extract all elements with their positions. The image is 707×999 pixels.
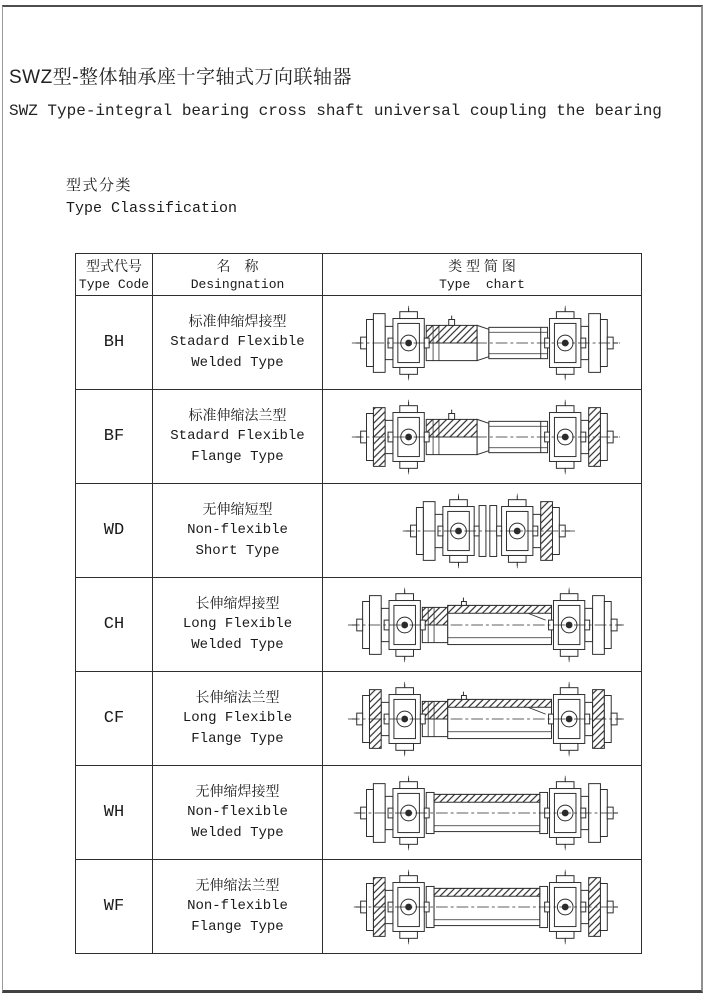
table-header-row	[76, 254, 642, 296]
table-row-ch	[76, 578, 642, 672]
type-name-zh: 标准伸缩法兰型	[188, 407, 287, 423]
header-type-code-zh: 型式代号	[86, 257, 142, 274]
section-heading	[66, 174, 237, 220]
type-code-wh: WH	[76, 766, 153, 860]
type-chart-cf	[323, 672, 642, 766]
page-title-en: SWZ Type-integral bearing cross shaft universal coupling the bearing	[9, 102, 662, 120]
coupling-diagram-wd	[325, 485, 640, 577]
table-row-bh	[76, 296, 642, 390]
section-heading-zh: 型式分类	[66, 177, 133, 194]
header-type-chart-en: Type chart	[439, 276, 525, 292]
type-code-bh: BH	[76, 296, 153, 390]
type-name-zh: 长伸缩法兰型	[195, 689, 280, 705]
type-chart-bh	[323, 296, 642, 390]
type-name-zh: 无伸缩焊接型	[195, 783, 280, 799]
table-row-bf	[76, 390, 642, 484]
type-name-en-line2: Welded Type	[191, 637, 284, 653]
type-chart-wf	[323, 860, 642, 954]
section-heading-en: Type Classification	[66, 200, 238, 217]
header-type-chart	[323, 254, 642, 296]
type-name-en-line1: Non-flexible	[187, 804, 288, 820]
type-name-en-line2: Welded Type	[191, 355, 284, 371]
table-row-cf	[76, 672, 642, 766]
type-name-en-line2: Short Type	[195, 543, 280, 559]
type-chart-wh	[323, 766, 642, 860]
table-row-wh	[76, 766, 642, 860]
type-name-en-line2: Flange Type	[191, 731, 284, 747]
type-name-bh	[153, 296, 323, 390]
type-name-zh: 无伸缩法兰型	[195, 877, 280, 893]
type-name-en-line1: Long Flexible	[182, 616, 293, 632]
type-chart-wd	[323, 484, 642, 578]
type-chart-ch	[323, 578, 642, 672]
type-name-wh	[153, 766, 323, 860]
type-name-en-line1: Long Flexible	[182, 710, 293, 726]
page-title-zh: SWZ型-整体轴承座十字轴式万向联轴器	[9, 67, 353, 88]
coupling-diagram-bh	[325, 297, 640, 389]
header-type-code	[76, 254, 153, 296]
type-name-ch	[153, 578, 323, 672]
type-name-en-line1: Non-flexible	[187, 522, 288, 538]
type-name-en-line1: Non-flexible	[187, 898, 288, 914]
type-name-en-line2: Flange Type	[191, 919, 284, 935]
type-name-cf	[153, 672, 323, 766]
type-name-zh: 长伸缩焊接型	[195, 595, 280, 611]
coupling-diagram-wf	[325, 861, 640, 953]
header-designation-zh: 名 称	[216, 257, 259, 274]
type-code-ch: CH	[76, 578, 153, 672]
type-name-zh: 无伸缩短型	[202, 501, 273, 517]
type-code-wf: WF	[76, 860, 153, 954]
type-name-zh: 标准伸缩焊接型	[188, 313, 287, 329]
page-title-block	[9, 63, 662, 123]
type-name-wf	[153, 860, 323, 954]
header-designation-en: Desingnation	[190, 276, 285, 292]
coupling-diagram-ch	[325, 579, 640, 671]
type-name-wd	[153, 484, 323, 578]
type-code-wd: WD	[76, 484, 153, 578]
type-chart-bf	[323, 390, 642, 484]
type-code-cf: CF	[76, 672, 153, 766]
header-type-code-en: Type Code	[78, 276, 150, 292]
type-name-bf	[153, 390, 323, 484]
table-row-wd	[76, 484, 642, 578]
coupling-diagram-bf	[325, 391, 640, 483]
type-name-en-line1: Stadard Flexible	[170, 428, 305, 444]
coupling-diagram-cf	[325, 673, 640, 765]
type-name-en-line2: Welded Type	[191, 825, 284, 841]
type-name-en-line1: Stadard Flexible	[170, 334, 305, 350]
type-classification-table	[75, 253, 642, 954]
header-type-chart-zh: 类 型 简 图	[448, 257, 516, 274]
header-designation	[153, 254, 323, 296]
coupling-diagram-wh	[325, 767, 640, 859]
type-name-en-line2: Flange Type	[191, 449, 284, 465]
type-code-bf: BF	[76, 390, 153, 484]
table-row-wf	[76, 860, 642, 954]
